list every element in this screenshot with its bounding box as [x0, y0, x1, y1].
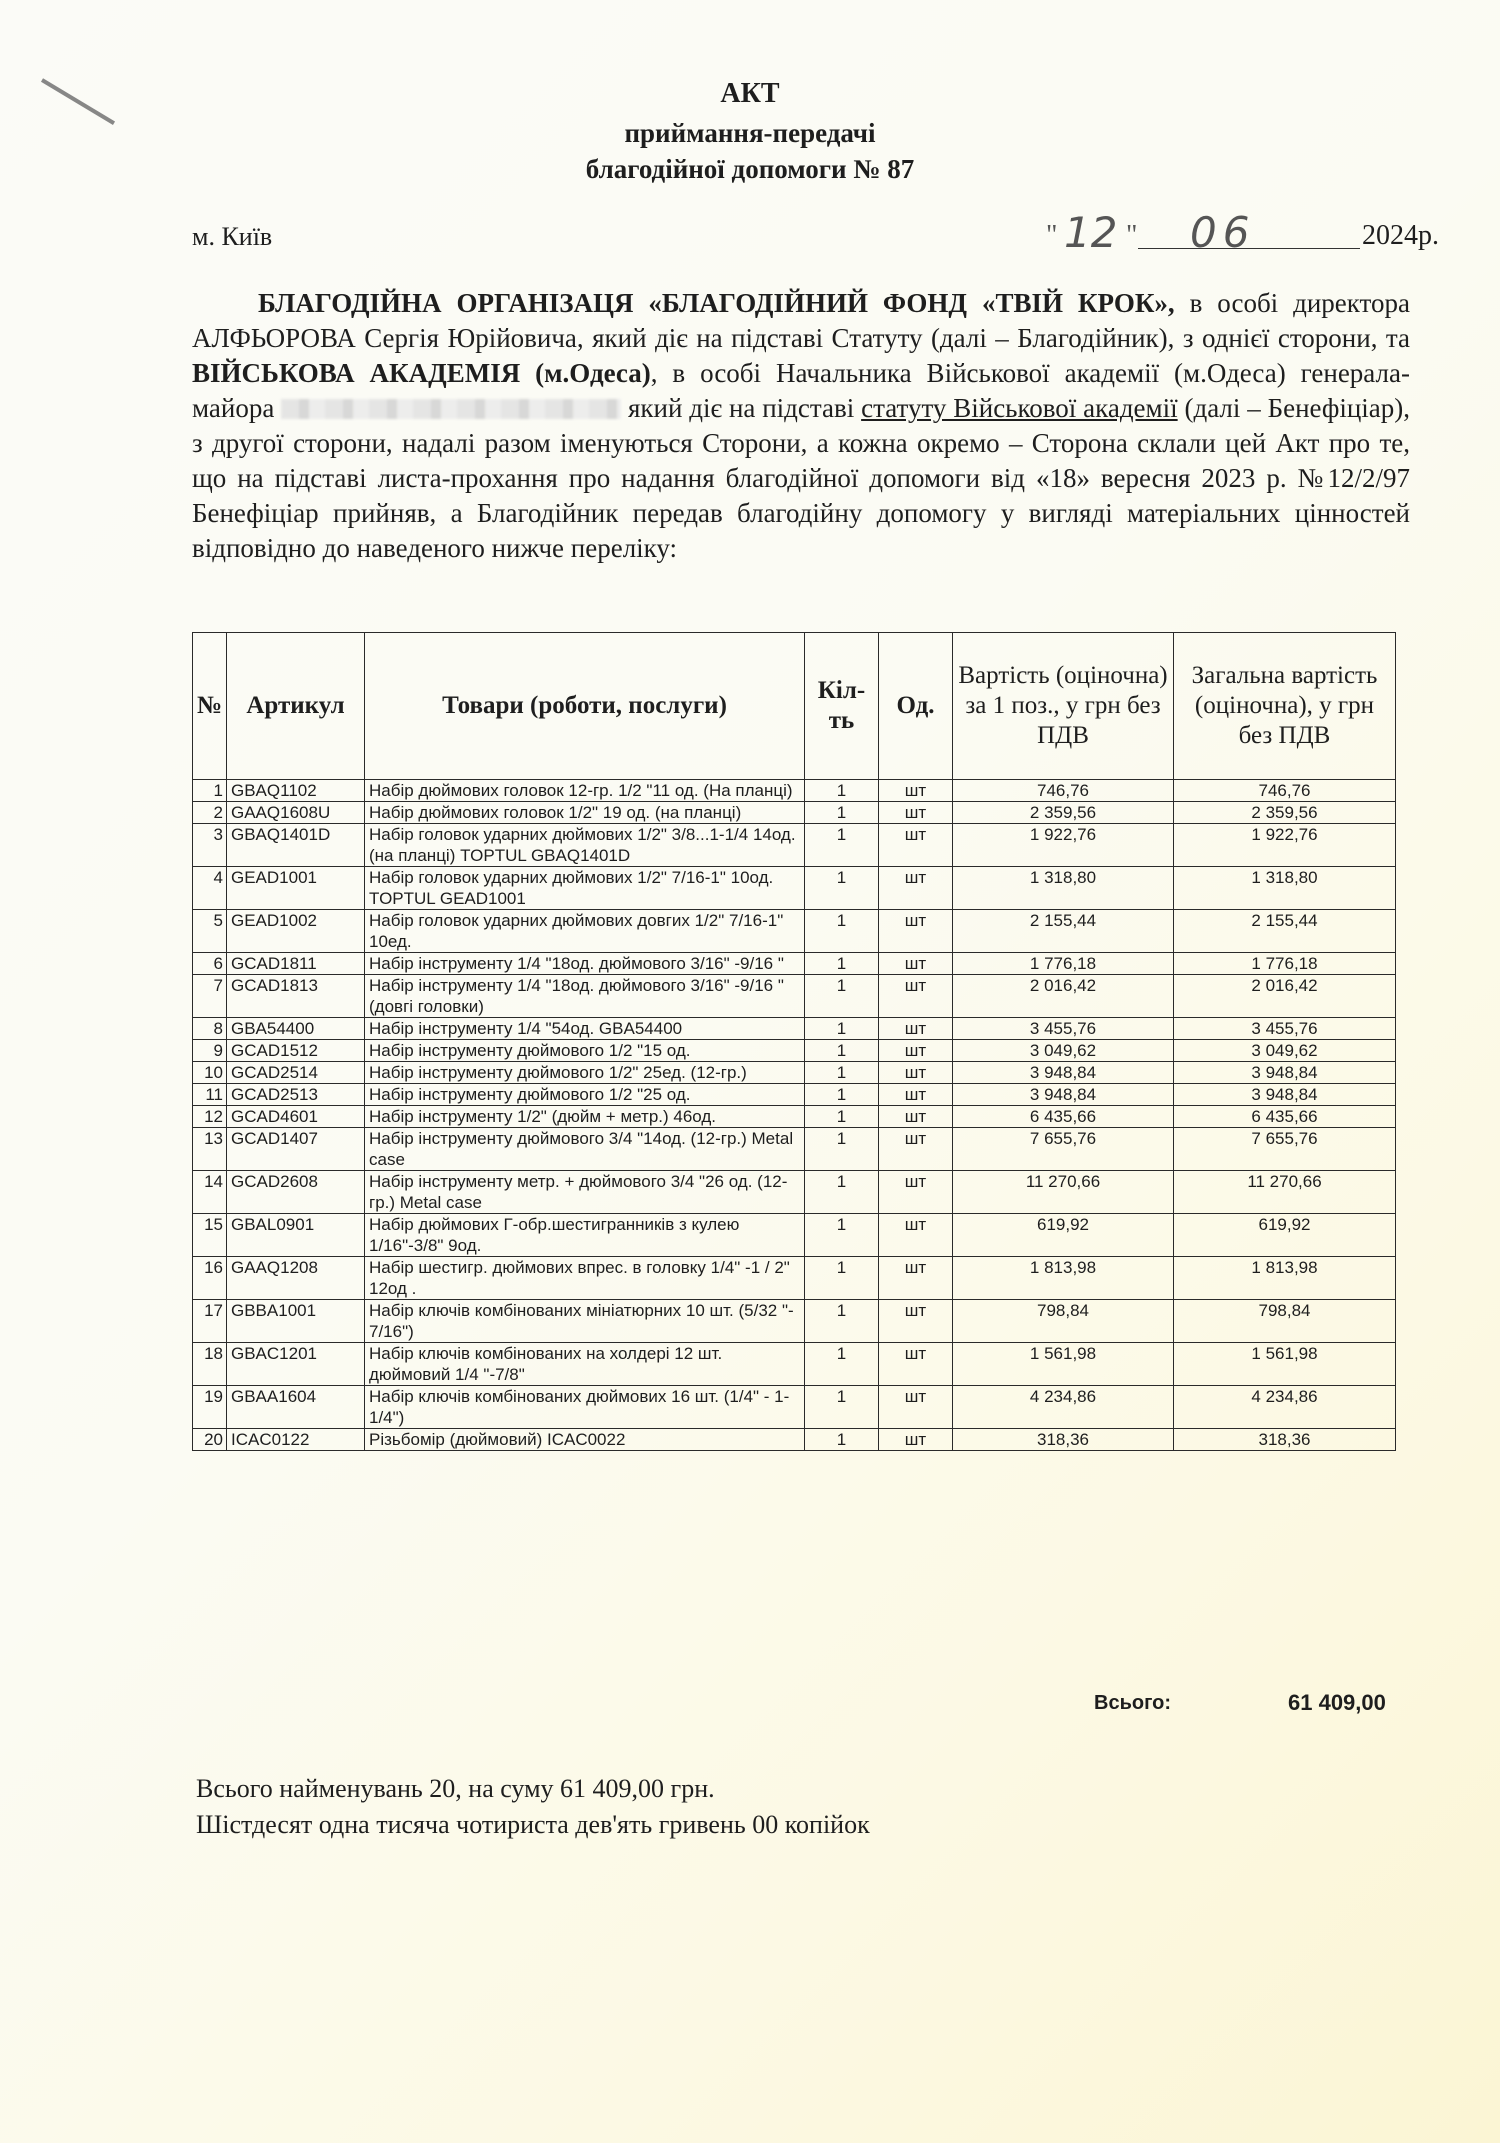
- row-unit: шт: [879, 1106, 953, 1128]
- row-qty: 1: [805, 1386, 879, 1429]
- date-month-handwritten: 06: [1190, 208, 1256, 257]
- row-goods: Набір головок ударних дюймових 1/2" 7/16-1" 10од. TOPTUL GEAD1001: [365, 867, 805, 910]
- row-price: 11 270,66: [953, 1171, 1174, 1214]
- table-row: [193, 1257, 1396, 1300]
- row-unit: шт: [879, 867, 953, 910]
- row-qty: 1: [805, 1429, 879, 1451]
- row-total: 1 922,76: [1174, 824, 1396, 867]
- row-article: GBBA1001: [227, 1300, 365, 1343]
- row-article: GBAL0901: [227, 1214, 365, 1257]
- table-row: [193, 1084, 1396, 1106]
- row-number: 5: [193, 910, 227, 953]
- row-total: 3 049,62: [1174, 1040, 1396, 1062]
- row-number: 17: [193, 1300, 227, 1343]
- table-row: [193, 1128, 1396, 1171]
- row-price: 1 922,76: [953, 824, 1174, 867]
- table-row: [193, 1106, 1396, 1128]
- summary-count-sum: Всього найменувань 20, на суму 61 409,00 грн.: [196, 1774, 715, 1803]
- row-number: 12: [193, 1106, 227, 1128]
- row-price: 1 318,80: [953, 867, 1174, 910]
- row-total: 6 435,66: [1174, 1106, 1396, 1128]
- total-label: Всього:: [1094, 1692, 1172, 1714]
- row-total: 7 655,76: [1174, 1128, 1396, 1171]
- row-article: GCAD1811: [227, 953, 365, 975]
- row-unit: шт: [879, 1171, 953, 1214]
- row-article: GEAD1001: [227, 867, 365, 910]
- row-qty: 1: [805, 1171, 879, 1214]
- row-unit: шт: [879, 1343, 953, 1386]
- row-total: 1 813,98: [1174, 1257, 1396, 1300]
- row-goods: Набір інструменту 1/4 "18од. дюймового 3/16" -9/16 "(довгі головки): [365, 975, 805, 1018]
- row-total: 1 561,98: [1174, 1343, 1396, 1386]
- table-body: [193, 780, 1396, 1451]
- table-row: [193, 1343, 1396, 1386]
- row-unit: шт: [879, 975, 953, 1018]
- row-article: GCAD2514: [227, 1062, 365, 1084]
- row-unit: шт: [879, 1084, 953, 1106]
- table-row: [193, 975, 1396, 1018]
- items-table: [192, 632, 1396, 1451]
- row-number: 10: [193, 1062, 227, 1084]
- row-total: 2 359,56: [1174, 802, 1396, 824]
- row-total: 11 270,66: [1174, 1171, 1396, 1214]
- row-total: 746,76: [1174, 780, 1396, 802]
- table-row: [193, 1040, 1396, 1062]
- header-unit: Од.: [879, 633, 953, 780]
- row-article: GCAD1407: [227, 1128, 365, 1171]
- row-unit: шт: [879, 1214, 953, 1257]
- row-article: GCAD1813: [227, 975, 365, 1018]
- document-number: благодійної допомоги № 87: [585, 154, 915, 184]
- row-goods: Набір інструменту дюймового 3/4 "14од. (12-гр.) Metal case: [365, 1128, 805, 1171]
- row-unit: шт: [879, 1040, 953, 1062]
- row-price: 3 948,84: [953, 1084, 1174, 1106]
- row-article: GAAQ1608U: [227, 802, 365, 824]
- row-article: GBAC1201: [227, 1343, 365, 1386]
- table-row: [193, 1300, 1396, 1343]
- table-row: [193, 1214, 1396, 1257]
- row-number: 7: [193, 975, 227, 1018]
- row-number: 6: [193, 953, 227, 975]
- row-price: 3 049,62: [953, 1040, 1174, 1062]
- row-unit: шт: [879, 1062, 953, 1084]
- row-goods: Набір інструменту метр. + дюймового 3/4 "26 од. (12-гр.) Metal case: [365, 1171, 805, 1214]
- row-number: 1: [193, 780, 227, 802]
- row-qty: 1: [805, 1343, 879, 1386]
- table-row: [193, 802, 1396, 824]
- row-number: 11: [193, 1084, 227, 1106]
- row-qty: 1: [805, 1300, 879, 1343]
- intro-part3: який діє на підставі: [621, 393, 862, 423]
- row-qty: 1: [805, 1040, 879, 1062]
- table-row: [193, 867, 1396, 910]
- row-total: 3 948,84: [1174, 1062, 1396, 1084]
- row-number: 14: [193, 1171, 227, 1214]
- table-row: [193, 824, 1396, 867]
- row-unit: шт: [879, 780, 953, 802]
- row-total: 318,36: [1174, 1429, 1396, 1451]
- row-goods: Набір шестигр. дюймових впрес. в головку 1/4" -1 / 2" 12од .: [365, 1257, 805, 1300]
- row-unit: шт: [879, 1018, 953, 1040]
- row-article: GEAD1002: [227, 910, 365, 953]
- row-unit: шт: [879, 802, 953, 824]
- row-article: GBAA1604: [227, 1386, 365, 1429]
- row-unit: шт: [879, 1429, 953, 1451]
- row-article: GCAD2513: [227, 1084, 365, 1106]
- table-row: [193, 1386, 1396, 1429]
- row-goods: Різьбомір (дюймовий) ICAC0022: [365, 1429, 805, 1451]
- row-price: 2 016,42: [953, 975, 1174, 1018]
- date-close-quote: ": [1126, 220, 1138, 251]
- date-open-quote: ": [1046, 220, 1058, 251]
- row-number: 15: [193, 1214, 227, 1257]
- document-subtitle: приймання-передачі: [624, 118, 876, 148]
- row-unit: шт: [879, 953, 953, 975]
- row-price: 3 948,84: [953, 1062, 1174, 1084]
- row-qty: 1: [805, 867, 879, 910]
- row-qty: 1: [805, 1018, 879, 1040]
- table-row: [193, 1018, 1396, 1040]
- row-price: 318,36: [953, 1429, 1174, 1451]
- row-goods: Набір головок ударних дюймових довгих 1/2" 7/16-1" 10ед.: [365, 910, 805, 953]
- row-qty: 1: [805, 1062, 879, 1084]
- row-unit: шт: [879, 910, 953, 953]
- row-goods: Набір ключів комбінованих дюймових 16 шт. (1/4" - 1-1/4"): [365, 1386, 805, 1429]
- row-price: 798,84: [953, 1300, 1174, 1343]
- header-article: Артикул: [227, 633, 365, 780]
- table-row: [193, 1171, 1396, 1214]
- row-goods: Набір ключів комбінованих мініатюрних 10 шт. (5/32 "- 7/16"): [365, 1300, 805, 1343]
- row-qty: 1: [805, 1084, 879, 1106]
- intro-part1: в особі директора АЛФЬОРОВА Сергія Юрійовича, який діє на підставі Статуту (далі – Благодійник), з однієї сторони, та: [192, 288, 1410, 353]
- row-goods: Набір інструменту 1/4 "54од. GBA54400: [365, 1018, 805, 1040]
- row-qty: 1: [805, 1106, 879, 1128]
- row-number: 13: [193, 1128, 227, 1171]
- row-price: 746,76: [953, 780, 1174, 802]
- redacted-name: [281, 399, 621, 419]
- row-price: 1 776,18: [953, 953, 1174, 975]
- row-qty: 1: [805, 802, 879, 824]
- row-article: GBAQ1401D: [227, 824, 365, 867]
- row-total: 1 318,80: [1174, 867, 1396, 910]
- row-price: 2 155,44: [953, 910, 1174, 953]
- row-goods: Набір інструменту дюймового 1/2 "25 од.: [365, 1084, 805, 1106]
- row-qty: 1: [805, 910, 879, 953]
- row-goods: Набір інструменту дюймового 1/2 "15 од.: [365, 1040, 805, 1062]
- row-unit: шт: [879, 1300, 953, 1343]
- row-article: GAAQ1208: [227, 1257, 365, 1300]
- document-title: АКТ: [720, 78, 780, 109]
- header-goods: Товари (роботи, послуги): [365, 633, 805, 780]
- row-price: 7 655,76: [953, 1128, 1174, 1171]
- row-qty: 1: [805, 1257, 879, 1300]
- row-price: 4 234,86: [953, 1386, 1174, 1429]
- row-number: 18: [193, 1343, 227, 1386]
- document-date: [1040, 208, 1442, 256]
- summary-sum-in-words: Шістдесят одна тисяча чотириста дев'ять гривень 00 копійок: [196, 1810, 870, 1839]
- row-total: 1 776,18: [1174, 953, 1396, 975]
- row-article: GBAQ1102: [227, 780, 365, 802]
- intro-part2: , в особі Начальника Військової академії (м.Одеса) генерала-майора: [192, 358, 1410, 423]
- date-year: 2024р.: [1362, 220, 1439, 251]
- row-article: GCAD4601: [227, 1106, 365, 1128]
- row-article: ICAC0122: [227, 1429, 365, 1451]
- row-number: 20: [193, 1429, 227, 1451]
- row-goods: Набір інструменту 1/2" (дюйм + метр.) 46од.: [365, 1106, 805, 1128]
- row-number: 3: [193, 824, 227, 867]
- table-row: [193, 953, 1396, 975]
- row-total: 3 455,76: [1174, 1018, 1396, 1040]
- row-goods: Набір дюймових Г-обр.шестигранників з кулею 1/16"-3/8" 9од.: [365, 1214, 805, 1257]
- row-article: GCAD1512: [227, 1040, 365, 1062]
- row-price: 1 813,98: [953, 1257, 1174, 1300]
- header-num: №: [193, 633, 227, 780]
- row-price: 619,92: [953, 1214, 1174, 1257]
- header-total: Загальна вартість (оціночна), у грн без ПДВ: [1174, 633, 1396, 780]
- row-unit: шт: [879, 1386, 953, 1429]
- row-number: 4: [193, 867, 227, 910]
- row-article: GBA54400: [227, 1018, 365, 1040]
- row-qty: 1: [805, 1128, 879, 1171]
- table-row: [193, 1062, 1396, 1084]
- header-qty: Кіл-ть: [805, 633, 879, 780]
- row-total: 4 234,86: [1174, 1386, 1396, 1429]
- row-goods: Набір дюймових головок 1/2" 19 од. (на планці): [365, 802, 805, 824]
- date-day-handwritten: 12: [1064, 208, 1118, 257]
- row-goods: Набір дюймових головок 12-гр. 1/2 "11 од. (На планці): [365, 780, 805, 802]
- row-qty: 1: [805, 953, 879, 975]
- row-number: 8: [193, 1018, 227, 1040]
- row-unit: шт: [879, 1128, 953, 1171]
- row-number: 2: [193, 802, 227, 824]
- row-unit: шт: [879, 824, 953, 867]
- total-value: 61 409,00: [1288, 1690, 1386, 1715]
- header-price: Вартість (оціночна) за 1 поз., у грн без ПДВ: [953, 633, 1174, 780]
- intro-paragraph: [192, 286, 1410, 566]
- row-price: 1 561,98: [953, 1343, 1174, 1386]
- row-number: 9: [193, 1040, 227, 1062]
- row-article: GCAD2608: [227, 1171, 365, 1214]
- table-header-row: [193, 633, 1396, 780]
- row-qty: 1: [805, 975, 879, 1018]
- row-goods: Набір головок ударних дюймових 1/2" 3/8...1-1/4 14од. (на планці) TOPTUL GBAQ1401D: [365, 824, 805, 867]
- row-total: 3 948,84: [1174, 1084, 1396, 1106]
- row-total: 798,84: [1174, 1300, 1396, 1343]
- row-price: 6 435,66: [953, 1106, 1174, 1128]
- row-number: 16: [193, 1257, 227, 1300]
- statute-reference: статуту Військової академії: [861, 393, 1178, 423]
- table-row: [193, 780, 1396, 802]
- row-total: 2 155,44: [1174, 910, 1396, 953]
- row-unit: шт: [879, 1257, 953, 1300]
- row-goods: Набір інструменту дюймового 1/2" 25ед. (12-гр.): [365, 1062, 805, 1084]
- row-total: 619,92: [1174, 1214, 1396, 1257]
- row-goods: Набір інструменту 1/4 "18од. дюймового 3/16" -9/16 ": [365, 953, 805, 975]
- row-goods: Набір ключів комбінованих на холдері 12 шт. дюймовий 1/4 "-7/8": [365, 1343, 805, 1386]
- row-qty: 1: [805, 780, 879, 802]
- row-qty: 1: [805, 1214, 879, 1257]
- org1-name: БЛАГОДІЙНА ОРГАНІЗАЦЯ «БЛАГОДІЙНИЙ ФОНД «ТВІЙ КРОК»,: [258, 288, 1175, 318]
- table-row: [193, 1429, 1396, 1451]
- row-total: 2 016,42: [1174, 975, 1396, 1018]
- row-price: 3 455,76: [953, 1018, 1174, 1040]
- row-number: 19: [193, 1386, 227, 1429]
- row-qty: 1: [805, 824, 879, 867]
- intro-part4: (далі – Бенефіціар), з другої сторони, надалі разом іменуються Сторони, а кожна окремо – Сторона склали цей Акт про те, що на підставі листа-прохання про надання благодійної допомоги від «18» вересня 2023 р. №12/2/97 Бенефіціар прийняв, а Благодійник передав благодійну допомогу у вигляді матеріальних цінностей відповідно до наведеного нижче переліку:: [192, 393, 1411, 563]
- org2-name: ВІЙСЬКОВА АКАДЕМІЯ (м.Одеса): [192, 358, 651, 388]
- place: м. Київ: [192, 222, 273, 251]
- row-price: 2 359,56: [953, 802, 1174, 824]
- table-row: [193, 910, 1396, 953]
